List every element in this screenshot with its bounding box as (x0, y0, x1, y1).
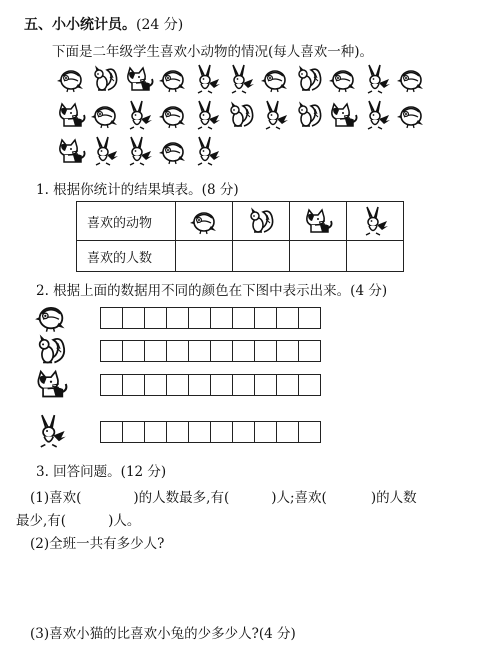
q3-p1-e: 最少,有( (16, 513, 67, 529)
bar-cells-bird (100, 307, 321, 329)
bar-cell[interactable] (167, 308, 189, 328)
tally-animal-rabbit (347, 202, 404, 241)
bar-cell[interactable] (277, 341, 299, 361)
bar-cell[interactable] (167, 422, 189, 442)
bar-cell[interactable] (255, 308, 277, 328)
bar-cell[interactable] (211, 422, 233, 442)
bar-cell[interactable] (101, 341, 123, 361)
bar-cell[interactable] (145, 375, 167, 395)
bar-cell[interactable] (255, 341, 277, 361)
bar-cell[interactable] (299, 308, 320, 328)
count-cell-squirrel[interactable] (233, 241, 290, 272)
rabbit-icon (360, 214, 390, 229)
bar-row-squirrel (34, 333, 354, 369)
bar-cell[interactable] (189, 422, 211, 442)
bar-cell[interactable] (255, 375, 277, 395)
tally-animal-bird (176, 202, 233, 241)
tally-header-count: 喜欢的人数 (77, 241, 176, 272)
question-2-text: 2. 根据上面的数据用不同的颜色在下图中表示出来。(4 分) (36, 283, 388, 299)
bar-cell[interactable] (233, 341, 255, 361)
question-3-part-1 (30, 486, 417, 506)
cat-icon (34, 367, 68, 401)
bar-cell[interactable] (277, 308, 299, 328)
bar-cell[interactable] (145, 422, 167, 442)
bar-cell[interactable] (123, 341, 145, 361)
bar-cell[interactable] (277, 422, 299, 442)
tally-animal-cat (290, 202, 347, 241)
rabbit-icon (124, 136, 154, 166)
cat-icon (56, 100, 86, 130)
animal-row-3 (56, 136, 436, 168)
tally-row-animals (77, 202, 404, 241)
squirrel-icon (294, 64, 324, 94)
bird-icon (34, 300, 68, 334)
bar-row-rabbit (34, 414, 354, 450)
cat-icon (56, 136, 86, 166)
bar-row-bird (34, 300, 354, 336)
bird-icon (396, 64, 426, 94)
rabbit-icon (90, 136, 120, 166)
cat-icon (124, 64, 154, 94)
animal-row-1 (56, 64, 436, 96)
bar-cell[interactable] (145, 341, 167, 361)
q3-p1-a: (1)喜欢( (30, 490, 82, 506)
squirrel-icon (294, 100, 324, 130)
count-cell-cat[interactable] (290, 241, 347, 272)
q3-p1-c: )人;喜欢( (271, 490, 327, 506)
bar-cell[interactable] (233, 422, 255, 442)
squirrel-icon (246, 206, 276, 236)
bar-cell[interactable] (145, 308, 167, 328)
question-3-part-1-cont (16, 509, 140, 529)
bar-cell[interactable] (167, 375, 189, 395)
bird-icon (158, 64, 188, 94)
bar-cell[interactable] (299, 422, 320, 442)
bar-cell[interactable] (211, 375, 233, 395)
bird-icon (260, 64, 290, 94)
bar-cell[interactable] (299, 341, 320, 361)
bar-cell[interactable] (211, 308, 233, 328)
bar-cell[interactable] (189, 375, 211, 395)
count-cell-bird[interactable] (176, 241, 233, 272)
rabbit-icon (192, 64, 222, 94)
bar-cell[interactable] (101, 375, 123, 395)
tally-header-animal: 喜欢的动物 (77, 202, 176, 241)
bar-cell[interactable] (101, 422, 123, 442)
question-3-text: 3. 回答问题。(12 分) (36, 464, 167, 480)
section-score: (24 分) (136, 17, 184, 33)
bird-icon (396, 100, 426, 130)
bar-cell[interactable] (189, 308, 211, 328)
count-cell-rabbit[interactable] (347, 241, 404, 272)
bird-icon (56, 64, 86, 94)
bar-cell[interactable] (101, 308, 123, 328)
animal-row-2 (56, 100, 436, 132)
q3-p1-f: )人。 (108, 513, 141, 529)
squirrel-icon (246, 214, 276, 229)
section-title-text: 五、小小统计员。 (24, 17, 136, 33)
squirrel-icon (34, 333, 68, 367)
bar-cell[interactable] (255, 422, 277, 442)
question-3-part-2: (2)全班一共有多少人? (30, 536, 165, 552)
bird-icon (158, 136, 188, 166)
bar-row-cat (34, 367, 354, 403)
bar-cell[interactable] (211, 341, 233, 361)
rabbit-icon (124, 100, 154, 130)
rabbit-icon (362, 64, 392, 94)
rabbit-icon (34, 414, 68, 448)
bar-cells-squirrel (100, 340, 321, 362)
question-1-text: 1. 根据你统计的结果填表。(8 分) (36, 182, 239, 198)
bar-cell[interactable] (233, 308, 255, 328)
rabbit-icon (192, 136, 222, 166)
bar-cells-rabbit (100, 421, 321, 443)
squirrel-icon (226, 100, 256, 130)
bar-cell[interactable] (167, 341, 189, 361)
bar-cell[interactable] (189, 341, 211, 361)
rabbit-icon (362, 100, 392, 130)
rabbit-icon (360, 206, 390, 236)
tally-animal-squirrel (233, 202, 290, 241)
bird-icon (189, 206, 219, 236)
bar-cell[interactable] (123, 308, 145, 328)
cat-icon (328, 100, 358, 130)
squirrel-icon (90, 64, 120, 94)
bar-cell[interactable] (123, 375, 145, 395)
rabbit-icon (226, 64, 256, 94)
rabbit-icon (192, 100, 222, 130)
question-3-part-3: (3)喜欢小猫的比喜欢小兔的少多少人?(4 分) (30, 626, 296, 642)
section-intro: 下面是二年级学生喜欢小动物的情况(每人喜欢一种)。 (52, 44, 374, 60)
bird-icon (189, 214, 219, 229)
q3-p1-d: )的人数 (370, 490, 417, 506)
bar-cell[interactable] (123, 422, 145, 442)
bar-cells-cat (100, 374, 321, 396)
cat-icon (303, 206, 333, 236)
rabbit-icon (260, 100, 290, 130)
bar-cell[interactable] (299, 375, 320, 395)
tally-table (76, 201, 404, 272)
bird-icon (328, 64, 358, 94)
bar-cell[interactable] (233, 375, 255, 395)
tally-row-counts (77, 241, 404, 272)
bar-cell[interactable] (277, 375, 299, 395)
bird-icon (158, 100, 188, 130)
section-title (24, 14, 183, 34)
bird-icon (90, 100, 120, 130)
q3-p1-b: )的人数最多,有( (133, 490, 230, 506)
cat-icon (303, 214, 333, 229)
